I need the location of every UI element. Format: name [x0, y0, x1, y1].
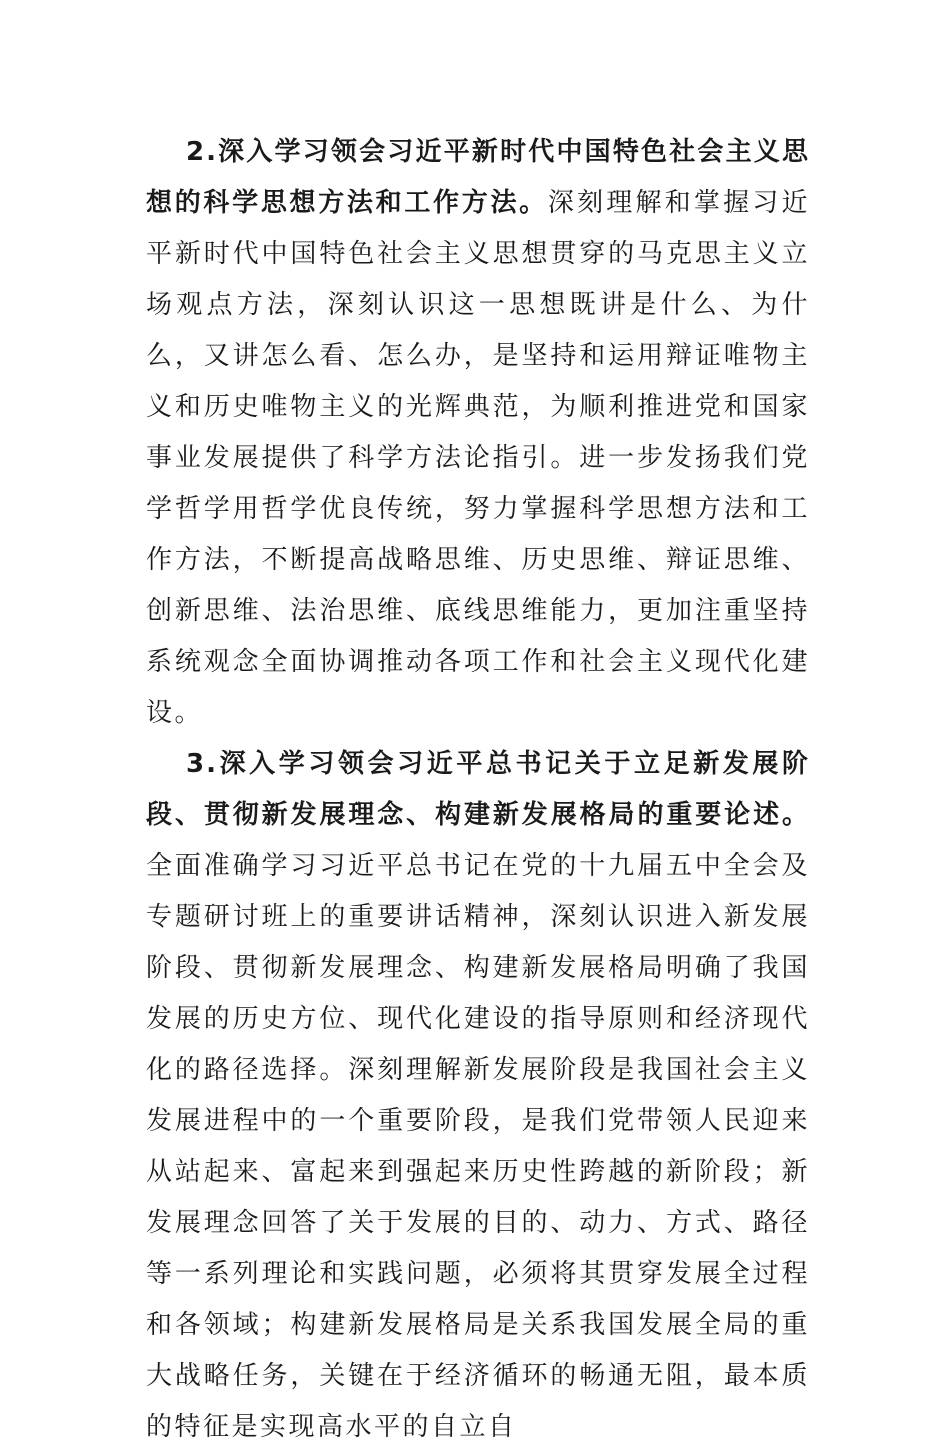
paragraph-2-body: 深刻理解和掌握习近平新时代中国特色社会主义思想贯穿的马克思主义立场观点方法，深刻认识这一思想既讲是什么、为什么，又讲怎么看、怎么办，是坚持和运用辩证唯物主义和历史唯物主义的光辉典范，为顺利推进党和国家事业发展提供了科学方法论指引。进一步发扬我们党学哲学用哲学优良传统，努力掌握科学思想方法和工作方法，不断提高战略思维、历史思维、辩证思维、创新思维、法治思维、底线思维能力，更加注重坚持系统观念全面协调推动各项工作和社会主义现代化建设。 — [146, 188, 810, 728]
paragraph-3-heading: 3.深入学习领会习近平总书记关于立足新发展阶段、贯彻新发展理念、构建新发展格局的重要论述。 — [146, 749, 810, 830]
document-body — [146, 127, 810, 1453]
paragraph-2-heading: 2.深入学习领会习近平新时代中国特色社会主义思想的科学思想方法和工作方法。 — [146, 137, 810, 218]
paragraph-2 — [146, 127, 810, 739]
paragraph-3 — [146, 739, 810, 1453]
paragraph-3-body: 全面准确学习习近平总书记在党的十九届五中全会及专题研讨班上的重要讲话精神，深刻认识进入新发展阶段、贯彻新发展理念、构建新发展格局明确了我国发展的历史方位、现代化建设的指导原则和经济现代化的路径选择。深刻理解新发展阶段是我国社会主义发展进程中的一个重要阶段，是我们党带领人民迎来从站起来、富起来到强起来历史性跨越的新阶段；新发展理念回答了关于发展的目的、动力、方式、路径等一系列理论和实践问题，必须将其贯穿发展全过程和各领域；构建新发展格局是关系我国发展全局的重大战略任务，关键在于经济循环的畅通无阻，最本质的特征是实现高水平的自立自 — [146, 851, 810, 1442]
